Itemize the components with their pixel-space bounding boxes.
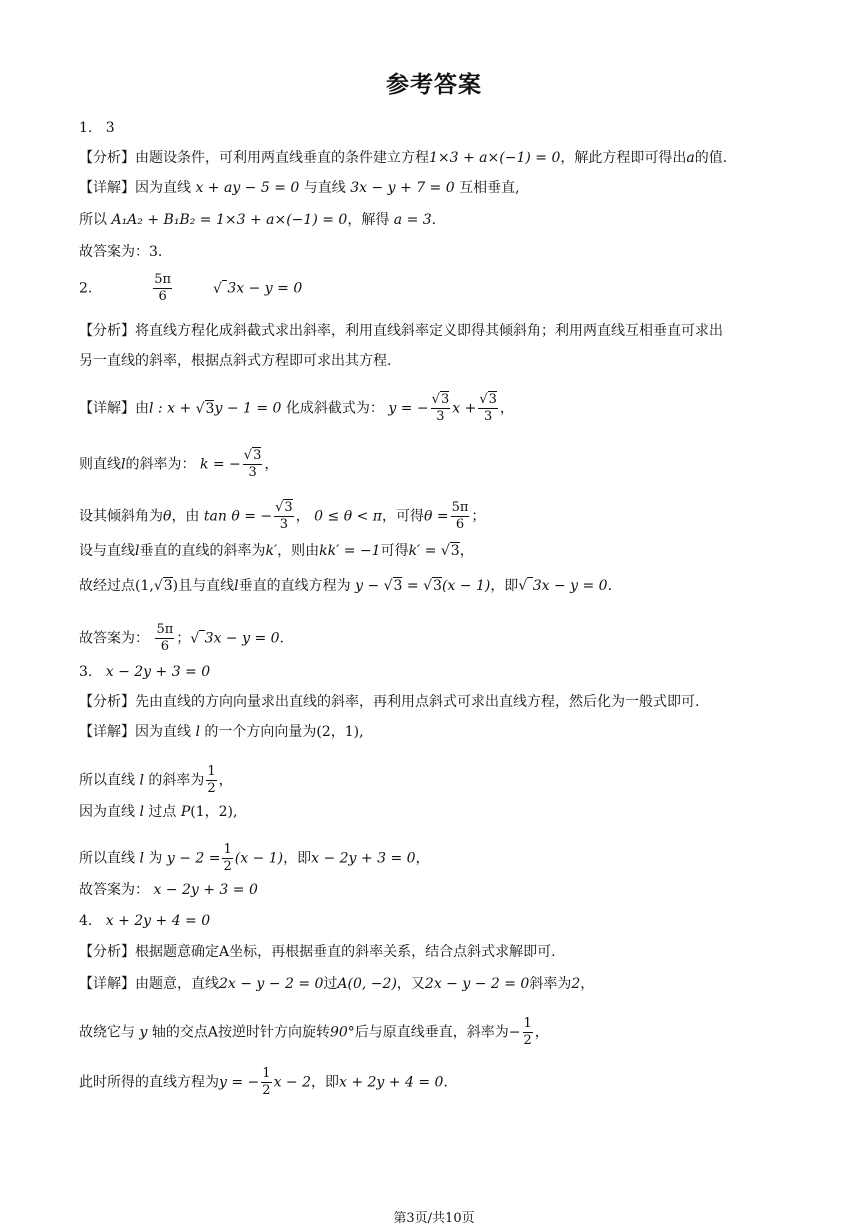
- q1-answer-line: [79, 118, 115, 138]
- q2-detail-1: 【详解】由l : x + √ 3y − 1 = 0 化成斜截式为： y = − √ $\frac{3}{3}$ x + √ $\frac{3}{3}$ ，: [79, 392, 514, 425]
- q2-answer-fraction: $\frac{5\pi}{6}$: [154, 272, 172, 304]
- q2-number: 2.: [79, 280, 93, 297]
- sqrt-icon: [196, 401, 205, 417]
- q4-answer: x + 2y + 4 = 0: [105, 913, 211, 929]
- q3-slope: 所以直线 l 的斜率为 $\frac{1}{2}$ ，: [79, 764, 233, 796]
- q4-answer-line: [79, 911, 210, 931]
- q1-answer: 3: [105, 120, 115, 136]
- q1-conclusion: 故答案为：3.: [79, 244, 163, 260]
- q4-result: 此时所得的直线方程为y = − $\frac{1}{2}$ x − 2，即x + 2y + 4 = 0.: [79, 1066, 448, 1098]
- sqrt-icon: [213, 281, 222, 297]
- q2-slope: 则直线l的斜率为： k = − √ $\frac{3}{3}$ ，: [79, 448, 278, 481]
- q4-rotation: 故绕它与 y 轴的交点A按逆时针方向旋转90°后与原直线垂直，斜率为− $\frac{1}{2}$ ，: [79, 1016, 549, 1048]
- q2-analysis-2: 另一直线的斜率，根据点斜式方程即可求出其方程.: [79, 353, 392, 369]
- q4-analysis: 【分析】根据题意确定A坐标，再根据垂直的斜率关系，结合点斜式求解即可.: [79, 944, 556, 960]
- q1-analysis: 【分析】由题设条件，可利用两直线垂直的条件建立方程1×3 + a×(−1) = 0，解此方程即可得出a的值.: [79, 150, 728, 166]
- q1-detail: 【详解】因为直线 x + ay − 5 = 0 与直线 3x − y + 7 = 0 互相垂直,: [79, 180, 520, 196]
- q4-number: 4.: [79, 913, 93, 929]
- q3-analysis: 【分析】先由直线的方向向量求出直线的斜率，再利用点斜式可求出直线方程，然后化为一般式即可.: [79, 694, 700, 710]
- page-footer: 第3页/共10页: [393, 1211, 475, 1226]
- q2-perpendicular: 设与直线l垂直的直线的斜率为k′，则由kk′ = −1可得k′ = √ 3，: [79, 541, 474, 561]
- q3-answer: x − 2y + 3 = 0: [105, 664, 211, 680]
- q2-conclusion: 故答案为： $\frac{5\pi}{6}$ ；√ 3x − y = 0.: [79, 622, 284, 655]
- q3-answer-line: [79, 662, 210, 682]
- q2-analysis-1: 【分析】将直线方程化成斜截式求出斜率，利用直线斜率定义即得其倾斜角；利用两直线互相垂直可求出: [79, 323, 723, 339]
- q2-answer-equation: 3x − y = 0: [227, 280, 303, 297]
- q1-number: 1.: [79, 120, 93, 136]
- q3-conclusion: 故答案为： x − 2y + 3 = 0: [79, 882, 258, 898]
- q2-angle: 设其倾斜角为θ，由 tan θ = − √ $\frac{3}{3}$ ， 0 ≤ θ < π，可得θ = $\frac{5\pi}{6}$ ；: [79, 500, 485, 533]
- q3-number: 3.: [79, 664, 93, 680]
- q2-line: 故经过点(1,√ 3)且与直线l垂直的直线方程为 y − √ 3 = √ 3(x − 1)，即√ 3x − y = 0.: [79, 576, 612, 596]
- q2-answer-line: [79, 272, 302, 305]
- q3-point: 因为直线 l 过点 P(1，2),: [79, 804, 238, 820]
- q3-detail: 【详解】因为直线 l 的一个方向向量为(2，1),: [79, 724, 364, 740]
- q1-detail-line2: 所以 A₁A₂ + B₁B₂ = 1×3 + a×(−1) = 0，解得 a = 3.: [79, 212, 437, 228]
- page-title: 参考答案: [386, 72, 482, 98]
- q3-equation: 所以直线 l 为 y − 2 = $\frac{1}{2}$ (x − 1)，即x − 2y + 3 = 0，: [79, 842, 430, 874]
- q4-detail: 【详解】由题意，直线2x − y − 2 = 0过A(0, −2)，又2x − y − 2 = 0斜率为2，: [79, 976, 595, 992]
